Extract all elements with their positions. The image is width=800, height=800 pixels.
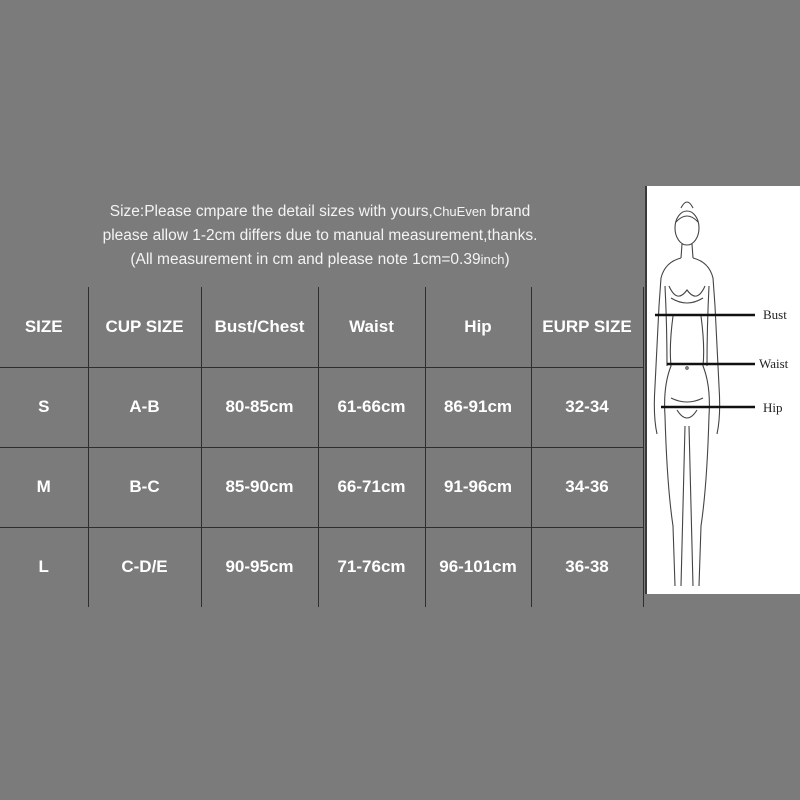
table-header-row xyxy=(0,287,643,367)
cell-cup-size: C-D/E xyxy=(88,527,201,607)
brand-name: ChuEven xyxy=(432,204,487,219)
cell-eurp: 36-38 xyxy=(531,527,643,607)
body-measurement-figure xyxy=(645,186,800,594)
cell-bust: 85-90cm xyxy=(201,447,318,527)
header-cup-size: CUP SIZE xyxy=(88,287,201,367)
cell-size: L xyxy=(0,527,88,607)
note-line-3: (All measurement in cm and please note 1cm=0.39inch) xyxy=(130,251,510,268)
table-row xyxy=(0,447,643,527)
body-outline-icon xyxy=(654,202,719,586)
cell-waist: 61-66cm xyxy=(318,367,425,447)
cell-hip: 91-96cm xyxy=(425,447,531,527)
note-line-1: Size:Please cmpare the detail sizes with yours,ChuEven brand xyxy=(109,203,531,220)
table-row xyxy=(0,527,643,607)
cell-cup-size: B-C xyxy=(88,447,201,527)
cell-eurp: 34-36 xyxy=(531,447,643,527)
hip-label: Hip xyxy=(763,400,783,415)
header-waist: Waist xyxy=(318,287,425,367)
cell-bust: 80-85cm xyxy=(201,367,318,447)
cell-waist: 71-76cm xyxy=(318,527,425,607)
header-eurp-size: EURP SIZE xyxy=(531,287,643,367)
cell-hip: 96-101cm xyxy=(425,527,531,607)
note-line-2: please allow 1-2cm differs due to manual measurement,thanks. xyxy=(102,227,538,244)
cell-cup-size: A-B xyxy=(88,367,201,447)
cell-size: S xyxy=(0,367,88,447)
header-hip: Hip xyxy=(425,287,531,367)
header-bust-chest: Bust/Chest xyxy=(201,287,318,367)
cell-waist: 66-71cm xyxy=(318,447,425,527)
cell-size: M xyxy=(0,447,88,527)
body-outline-illustration xyxy=(647,186,800,594)
cell-eurp: 32-34 xyxy=(531,367,643,447)
bust-label: Bust xyxy=(763,307,787,322)
cell-hip: 86-91cm xyxy=(425,367,531,447)
size-note xyxy=(0,200,640,272)
header-size: SIZE xyxy=(0,287,88,367)
cell-bust: 90-95cm xyxy=(201,527,318,607)
table-row xyxy=(0,367,643,447)
size-chart-table xyxy=(0,287,644,607)
waist-label: Waist xyxy=(759,356,789,371)
